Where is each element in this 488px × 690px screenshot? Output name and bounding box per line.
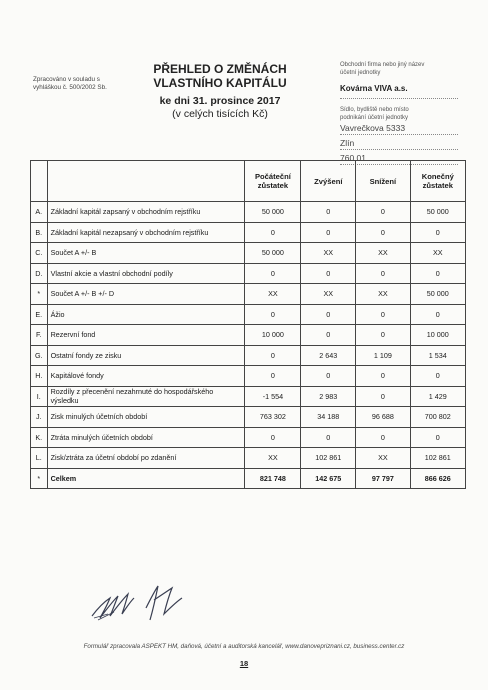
row-code: L. — [31, 448, 48, 469]
row-label: Zisk/ztráta za účetní období po zdanění — [47, 448, 245, 469]
opening-balance-cell: 763 302 — [245, 407, 301, 428]
handwritten-signature — [88, 578, 198, 628]
header-opening-balance: Počáteční zůstatek — [245, 161, 301, 202]
row-label: Celkem — [47, 468, 245, 489]
closing-balance-cell: 102 861 — [410, 448, 465, 469]
row-label: Součet A +/- B — [47, 243, 245, 264]
footer-credit: Formulář zpracovala ASPEKT HM, daňová, účetní a auditorská kancelář, www.danovepriznani.cz, business.center.cz — [83, 643, 405, 650]
closing-balance-cell: 0 — [410, 427, 465, 448]
opening-balance-cell: 10 000 — [245, 325, 301, 346]
increase-cell: 2 983 — [301, 386, 356, 407]
row-label: Zisk minulých účetních období — [47, 407, 245, 428]
table-row — [31, 407, 466, 428]
table-row — [31, 222, 466, 243]
opening-balance-cell: XX — [245, 284, 301, 305]
decrease-cell: 1 109 — [356, 345, 410, 366]
closing-balance-cell: 866 626 — [410, 468, 465, 489]
opening-balance-cell: 821 748 — [245, 468, 301, 489]
table-header-row — [31, 161, 466, 202]
company-street: Vavrečkova 5333 — [340, 122, 458, 135]
opening-balance-cell: 0 — [245, 345, 301, 366]
increase-cell: 142 675 — [301, 468, 356, 489]
table-row — [31, 345, 466, 366]
increase-cell: 2 643 — [301, 345, 356, 366]
row-code: E. — [31, 304, 48, 325]
company-name-label-2: účetní jednotky — [340, 69, 381, 76]
decrease-cell: 0 — [356, 325, 410, 346]
row-code: D. — [31, 263, 48, 284]
decrease-cell: 0 — [356, 222, 410, 243]
row-code: B. — [31, 222, 48, 243]
closing-balance-cell: 0 — [410, 222, 465, 243]
row-code: I. — [31, 386, 48, 407]
company-name-label-1: Obchodní firma nebo jiný název — [340, 62, 425, 68]
decrease-cell: XX — [356, 448, 410, 469]
regulation-note-line-2: vyhláškou č. 500/2002 Sb. — [33, 84, 107, 91]
table-row — [31, 468, 466, 489]
opening-balance-cell: -1 554 — [245, 386, 301, 407]
increase-cell: 0 — [301, 222, 356, 243]
row-code: J. — [31, 407, 48, 428]
company-seat-label-1: Sídlo, bydliště nebo místo — [340, 107, 409, 113]
table-row — [31, 304, 466, 325]
closing-balance-cell: 50 000 — [410, 284, 465, 305]
row-label: Ostatní fondy ze zisku — [47, 345, 245, 366]
opening-balance-cell: 0 — [245, 304, 301, 325]
row-label: Ážio — [47, 304, 245, 325]
closing-balance-cell: 10 000 — [410, 325, 465, 346]
decrease-cell: 96 688 — [356, 407, 410, 428]
row-label: Rozdíly z přecenění nezahrnuté do hospodářského výsledku — [47, 386, 245, 407]
row-code: H. — [31, 366, 48, 387]
increase-cell: 0 — [301, 263, 356, 284]
row-label: Základní kapitál nezapsaný v obchodním rejstříku — [47, 222, 245, 243]
opening-balance-cell: 0 — [245, 427, 301, 448]
table-row — [31, 284, 466, 305]
row-code: C. — [31, 243, 48, 264]
company-name: Kovárna VIVA a.s. — [340, 77, 458, 99]
row-label: Součet A +/- B +/- D — [47, 284, 245, 305]
table-row — [31, 386, 466, 407]
closing-balance-cell: 700 802 — [410, 407, 465, 428]
decrease-cell: XX — [356, 243, 410, 264]
table-row — [31, 427, 466, 448]
closing-balance-cell: 0 — [410, 366, 465, 387]
increase-cell: 0 — [301, 202, 356, 223]
decrease-cell: XX — [356, 284, 410, 305]
increase-cell: 102 861 — [301, 448, 356, 469]
closing-balance-cell: 1 534 — [410, 345, 465, 366]
table-row — [31, 202, 466, 223]
table-row — [31, 366, 466, 387]
increase-cell: 0 — [301, 366, 356, 387]
equity-changes-table — [30, 160, 466, 489]
table-row — [31, 243, 466, 264]
company-zip: 760 01 — [340, 152, 458, 165]
document-title — [130, 62, 310, 121]
row-code: * — [31, 284, 48, 305]
closing-balance-cell: 50 000 — [410, 202, 465, 223]
row-code: F. — [31, 325, 48, 346]
date-line: ke dni 31. prosince 2017 — [159, 95, 281, 107]
table-row — [31, 263, 466, 284]
increase-cell: 0 — [301, 427, 356, 448]
decrease-cell: 0 — [356, 386, 410, 407]
row-code: K. — [31, 427, 48, 448]
company-seat-label-2: podnikání účetní jednotky — [340, 114, 409, 121]
regulation-note-line-1: Zpracováno v souladu s — [33, 76, 100, 83]
row-code: A. — [31, 202, 48, 223]
company-info — [340, 62, 458, 167]
page-number: 18 — [239, 659, 249, 668]
row-label: Ztráta minulých účetních období — [47, 427, 245, 448]
decrease-cell: 0 — [356, 304, 410, 325]
decrease-cell: 97 797 — [356, 468, 410, 489]
header-increase: Zvýšení — [301, 161, 356, 202]
opening-balance-cell: XX — [245, 448, 301, 469]
row-label: Rezervní fond — [47, 325, 245, 346]
decrease-cell: 0 — [356, 263, 410, 284]
increase-cell: XX — [301, 243, 356, 264]
increase-cell: 0 — [301, 304, 356, 325]
header-code-cell — [31, 161, 48, 202]
table-row — [31, 325, 466, 346]
opening-balance-cell: 0 — [245, 263, 301, 284]
title-line-2: VLASTNÍHO KAPITÁLU — [153, 76, 287, 90]
company-city: Zlín — [340, 137, 458, 150]
opening-balance-cell: 50 000 — [245, 202, 301, 223]
row-label: Základní kapitál zapsaný v obchodním rejstříku — [47, 202, 245, 223]
row-code: * — [31, 468, 48, 489]
closing-balance-cell: 0 — [410, 304, 465, 325]
closing-balance-cell: 0 — [410, 263, 465, 284]
increase-cell: 34 188 — [301, 407, 356, 428]
increase-cell: XX — [301, 284, 356, 305]
header-closing-balance: Konečný zůstatek — [410, 161, 465, 202]
title-line-1: PŘEHLED O ZMĚNÁCH — [153, 62, 287, 76]
regulation-note — [33, 76, 133, 92]
closing-balance-cell: XX — [410, 243, 465, 264]
header-description-cell — [47, 161, 245, 202]
header-decrease: Snížení — [356, 161, 410, 202]
opening-balance-cell: 50 000 — [245, 243, 301, 264]
closing-balance-cell: 1 429 — [410, 386, 465, 407]
row-label: Vlastní akcie a vlastní obchodní podíly — [47, 263, 245, 284]
unit-line: (v celých tisících Kč) — [172, 108, 268, 120]
decrease-cell: 0 — [356, 202, 410, 223]
table-row — [31, 448, 466, 469]
row-label: Kapitálové fondy — [47, 366, 245, 387]
opening-balance-cell: 0 — [245, 222, 301, 243]
opening-balance-cell: 0 — [245, 366, 301, 387]
decrease-cell: 0 — [356, 427, 410, 448]
row-code: G. — [31, 345, 48, 366]
decrease-cell: 0 — [356, 366, 410, 387]
increase-cell: 0 — [301, 325, 356, 346]
